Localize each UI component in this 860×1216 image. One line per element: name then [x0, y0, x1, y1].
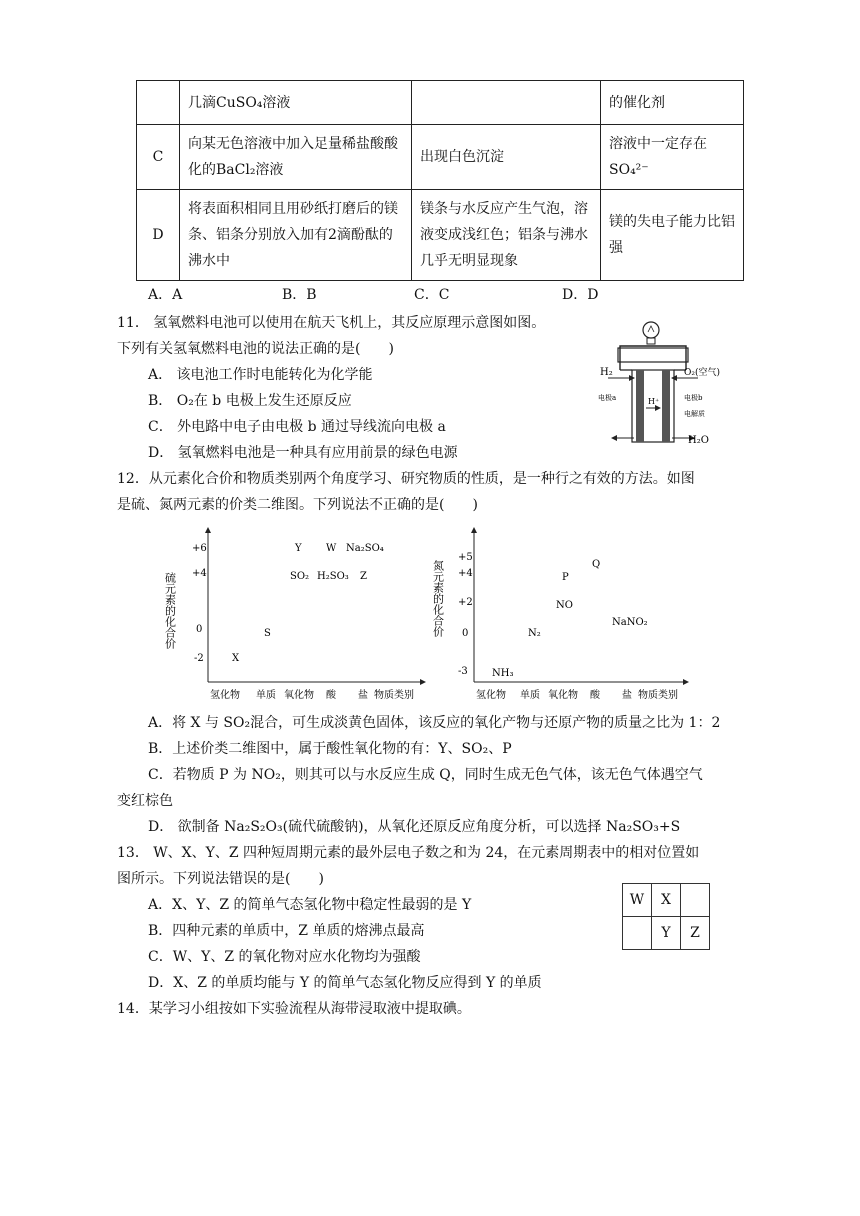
- n-point-q: Q: [592, 559, 601, 570]
- n-xlabel: 物质类别: [638, 690, 678, 701]
- s-point-so2: SO₂: [290, 571, 310, 582]
- q11-stem: 11． 氢氧燃料电池可以使用在航天飞机上，其反应原理示意图如图。: [117, 315, 546, 331]
- pt-cell-empty: [623, 917, 652, 950]
- electrode-b-label: 电极b: [684, 394, 703, 402]
- pt-cell-y: Y: [652, 917, 681, 950]
- q13-option-a[interactable]: A．X、Y、Z 的简单气态氢化物中稳定性最弱的是 Y: [148, 897, 472, 913]
- s-point-x: X: [232, 653, 240, 664]
- q12-option-b[interactable]: B．上述价类二维图中，属于酸性氧化物的有：Y、SO₂、P: [148, 741, 512, 757]
- n-ytick: +4: [458, 568, 473, 579]
- q11-option-d[interactable]: D． 氢氧燃料电池是一种具有应用前景的绿色电源: [148, 445, 458, 461]
- n-point-nano2: NaNO₂: [612, 617, 648, 628]
- n-xtick: 氢化物: [476, 690, 506, 701]
- s-point-na2so4: Na₂SO₄: [346, 543, 384, 554]
- q12-option-d[interactable]: D． 欲制备 Na₂S₂O₃(硫代硫酸钠)，从氧化还原反应角度分析，可以选择 Na₂SO₃+S: [148, 819, 681, 835]
- h2-label: H₂: [600, 367, 613, 378]
- s-xtick: 酸: [326, 690, 336, 701]
- s-xtick: 单质: [256, 690, 276, 701]
- fuel-cell-diagram: [598, 318, 740, 448]
- n-xtick: 酸: [590, 690, 600, 701]
- q12-option-a[interactable]: A．将 X 与 SO₂混合，可生成淡黄色固体，该反应的氧化产物与还原产物的质量之比为 1：2: [148, 715, 721, 731]
- q11-option-b[interactable]: B． O₂在 b 电极上发生还原反应: [148, 393, 352, 409]
- q12-stem-cont: 是硫、氮两元素的价类二维图。下列说法不正确的是( ): [117, 497, 478, 513]
- q13-option-c[interactable]: C．W、Y、Z 的氧化物对应水化物均为强酸: [148, 949, 421, 965]
- nitrogen-valence-chart: [431, 524, 692, 704]
- q11-option-c[interactable]: C． 外电路中电子由电极 b 通过导线流向电极 a: [148, 419, 446, 435]
- electrolyte-label: 电解质: [684, 410, 705, 418]
- sulfur-valence-chart: [163, 524, 430, 704]
- n-point-n2: N₂: [528, 628, 541, 639]
- row-label: [137, 81, 180, 125]
- q13-option-b[interactable]: B．四种元素的单质中，Z 单质的熔沸点最高: [148, 923, 425, 939]
- q11-stem-cont: 下列有关氢氧燃料电池的说法正确的是( ): [117, 341, 394, 357]
- q12-option-c[interactable]: C．若物质 P 为 NO₂，则其可以与水反应生成 Q，同时生成无色气体，该无色气体遇空气: [148, 767, 703, 783]
- q10-option-b[interactable]: B．B: [282, 287, 317, 303]
- row-label: C: [137, 125, 180, 190]
- n-point-no: NO: [556, 600, 573, 611]
- n-ytick: 0: [462, 628, 469, 639]
- h2o-label: H₂O: [688, 435, 709, 446]
- table-row: [137, 81, 744, 125]
- q14-stem: 14．某学习小组按如下实验流程从海带浸取液中提取碘。: [117, 1001, 471, 1017]
- s-point-s: S: [264, 628, 271, 639]
- table-row: [137, 190, 744, 281]
- n-ytick: +5: [458, 552, 473, 563]
- operation-cell: 几滴CuSO₄溶液: [180, 81, 412, 125]
- s-point-w: W: [326, 543, 337, 554]
- s-ylabel: 硫元素的化合价: [163, 572, 177, 649]
- q10-option-c[interactable]: C．C: [414, 287, 450, 303]
- pt-cell-z: Z: [681, 917, 710, 950]
- phenomenon-cell: 镁条与水反应产生气泡，溶液变成浅红色；铝条与沸水几乎无明显现象: [412, 190, 601, 281]
- s-xtick: 盐: [358, 690, 368, 701]
- conclusion-cell: 的催化剂: [601, 81, 744, 125]
- operation-cell: 将表面积相同且用砂纸打磨后的镁条、铝条分别放入加有2滴酚酞的沸水中: [180, 190, 412, 281]
- n-ytick: +2: [458, 597, 473, 608]
- q10-option-d[interactable]: D．D: [562, 287, 599, 303]
- conclusion-cell: 溶液中一定存在SO₄²⁻: [601, 125, 744, 190]
- s-xtick: 氢化物: [210, 690, 240, 701]
- q11-option-a[interactable]: A． 该电池工作时电能转化为化学能: [148, 367, 373, 383]
- n-point-p: P: [562, 572, 569, 583]
- pt-cell-x: X: [652, 884, 681, 917]
- experiment-table: [136, 80, 744, 281]
- n-xtick: 盐: [622, 690, 632, 701]
- s-ytick: +4: [192, 568, 207, 579]
- operation-cell: 向某无色溶液中加入足量稀盐酸酸化的BaCl₂溶液: [180, 125, 412, 190]
- q13-stem: 13． W、X、Y、Z 四种短周期元素的最外层电子数之和为 24，在元素周期表中的相对位置如: [117, 845, 700, 861]
- electrode-a-label: 电极a: [598, 394, 617, 402]
- table-row: [137, 125, 744, 190]
- s-xlabel: 物质类别: [374, 690, 414, 701]
- pt-cell-w: W: [623, 884, 652, 917]
- s-ytick: +6: [192, 543, 207, 554]
- conclusion-cell: 镁的失电子能力比铝强: [601, 190, 744, 281]
- s-xtick: 氧化物: [284, 690, 314, 701]
- n-ylabel: 氮元素的化合价: [431, 560, 445, 637]
- q12-option-c-cont: 变红棕色: [117, 793, 173, 809]
- pt-cell-empty: [681, 884, 710, 917]
- o2-label: O₂(空气): [684, 368, 721, 378]
- s-point-z: Z: [360, 571, 367, 582]
- n-xtick: 单质: [520, 690, 540, 701]
- q10-option-a[interactable]: A．A: [148, 287, 183, 303]
- n-xtick: 氧化物: [548, 690, 578, 701]
- bulb-icon: [643, 322, 659, 338]
- periodic-table-fragment: [622, 883, 710, 950]
- n-ytick: -3: [458, 666, 468, 677]
- row-label: D: [137, 190, 180, 281]
- q13-option-d[interactable]: D．X、Z 的单质均能与 Y 的简单气态氢化物反应得到 Y 的单质: [148, 975, 542, 991]
- q12-stem: 12．从元素化合价和物质类别两个角度学习、研究物质的性质，是一种行之有效的方法。如图: [117, 471, 695, 487]
- phenomenon-cell: [412, 81, 601, 125]
- s-point-y: Y: [295, 543, 302, 554]
- hplus-label: H⁺: [648, 397, 660, 406]
- phenomenon-cell: 出现白色沉淀: [412, 125, 601, 190]
- s-point-h2so3: H₂SO₃: [317, 571, 349, 582]
- s-ytick: -2: [194, 653, 204, 664]
- q13-stem-cont: 图所示。下列说法错误的是( ): [117, 871, 324, 887]
- n-point-nh3: NH₃: [492, 668, 514, 679]
- s-ytick: 0: [196, 624, 203, 635]
